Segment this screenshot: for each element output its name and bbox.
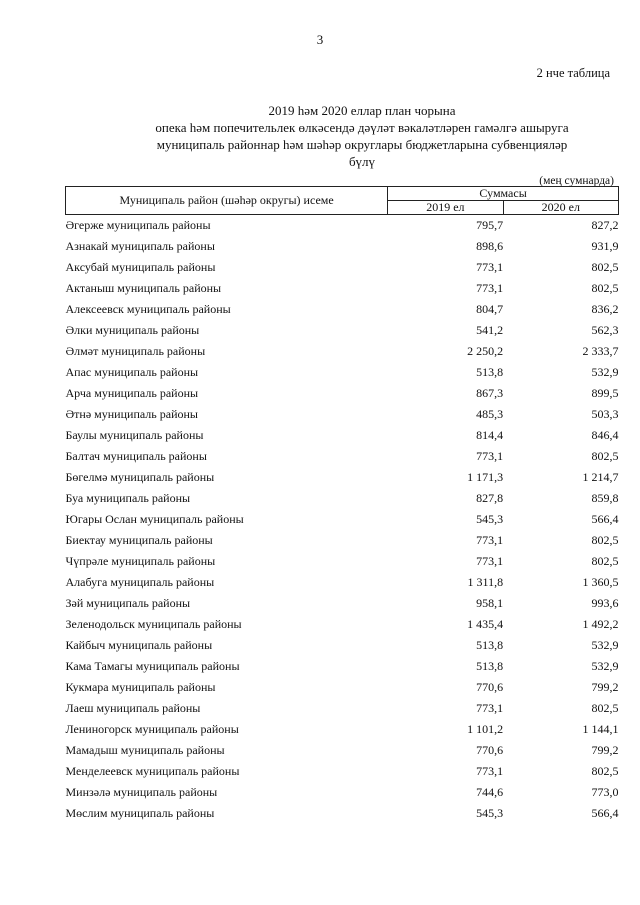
value-2019-cell: 1 435,4 xyxy=(467,617,504,631)
value-2020-cell: 931,9 xyxy=(591,239,619,253)
table-row xyxy=(66,509,619,530)
title-line-1: 2019 һәм 2020 еллар план чорына xyxy=(268,103,456,118)
value-2019-cell: 773,1 xyxy=(476,701,504,715)
header-2019: 2019 ел xyxy=(388,201,503,215)
district-name-cell: Алексеевск муниципаль районы xyxy=(65,302,231,316)
table-row xyxy=(66,656,619,677)
value-2019-cell: 773,1 xyxy=(476,449,504,463)
table-row xyxy=(66,299,619,320)
value-2020-cell: 1 360,5 xyxy=(582,575,619,589)
table-row xyxy=(66,467,619,488)
table-row xyxy=(66,278,619,299)
value-2020-cell: 859,8 xyxy=(591,491,619,505)
table-row xyxy=(66,635,619,656)
value-2019-cell: 1 311,8 xyxy=(467,575,504,589)
value-2020-cell: 802,5 xyxy=(591,281,619,295)
value-2019-cell: 773,1 xyxy=(476,281,504,295)
table-row xyxy=(66,782,619,803)
district-name-cell: Менделеевск муниципаль районы xyxy=(65,764,240,778)
table-row xyxy=(66,257,619,278)
district-name-cell: Балтач муниципаль районы xyxy=(65,449,207,463)
district-name-cell: Кайбыч муниципаль районы xyxy=(65,638,213,652)
page-number: 3 xyxy=(316,32,324,47)
table-row xyxy=(66,698,619,719)
district-name-cell: Кама Тамагы муниципаль районы xyxy=(65,659,240,673)
value-2019-cell: 2 250,2 xyxy=(467,344,504,358)
header-district: Муниципаль район (шәһәр округы) исеме xyxy=(66,187,388,215)
district-name-cell: Актаныш муниципаль районы xyxy=(65,281,222,295)
header-sum: Суммасы xyxy=(388,187,619,201)
value-2020-cell: 532,9 xyxy=(591,659,619,673)
document-title xyxy=(82,102,640,170)
value-2019-cell: 898,6 xyxy=(476,239,504,253)
value-2020-cell: 899,5 xyxy=(591,386,619,400)
table-row xyxy=(66,572,619,593)
value-2020-cell: 2 333,7 xyxy=(582,344,619,358)
value-2019-cell: 744,6 xyxy=(476,785,504,799)
table-row xyxy=(66,320,619,341)
table-row xyxy=(66,404,619,425)
table-row xyxy=(66,593,619,614)
table-row xyxy=(66,383,619,404)
title-line-4: бүлү xyxy=(348,154,376,169)
value-2020-cell: 802,5 xyxy=(591,533,619,547)
table-row xyxy=(66,425,619,446)
table-row xyxy=(66,215,619,237)
value-2020-cell: 802,5 xyxy=(591,260,619,274)
value-2020-cell: 836,2 xyxy=(591,302,619,316)
value-2019-cell: 773,1 xyxy=(476,764,504,778)
value-2019-cell: 485,3 xyxy=(476,407,504,421)
table-row xyxy=(66,719,619,740)
value-2019-cell: 814,4 xyxy=(476,428,504,442)
value-2020-cell: 532,9 xyxy=(591,638,619,652)
table-row xyxy=(66,446,619,467)
value-2020-cell: 827,2 xyxy=(591,218,619,232)
value-2019-cell: 827,8 xyxy=(476,491,504,505)
district-name-cell: Әлмәт муниципаль районы xyxy=(65,344,206,358)
district-name-cell: Әтнә муниципаль районы xyxy=(65,407,198,421)
value-2020-cell: 566,4 xyxy=(591,806,619,820)
value-2019-cell: 770,6 xyxy=(476,680,504,694)
header-2020: 2020 ел xyxy=(503,201,618,215)
value-2019-cell: 773,1 xyxy=(476,533,504,547)
value-2020-cell: 802,5 xyxy=(591,764,619,778)
value-2020-cell: 1 214,7 xyxy=(582,470,619,484)
table-row xyxy=(66,551,619,572)
district-name-cell: Арча муниципаль районы xyxy=(65,386,199,400)
value-2019-cell: 804,7 xyxy=(476,302,504,316)
value-2019-cell: 545,3 xyxy=(476,512,504,526)
value-2019-cell: 513,8 xyxy=(476,638,504,652)
district-name-cell: Лаеш муниципаль районы xyxy=(65,701,201,715)
district-name-cell: Аксубай муниципаль районы xyxy=(65,260,216,274)
district-name-cell: Зәй муниципаль районы xyxy=(65,596,191,610)
table-row xyxy=(66,803,619,824)
table-row xyxy=(66,488,619,509)
district-name-cell: Минзәлә муниципаль районы xyxy=(65,785,218,799)
value-2020-cell: 799,2 xyxy=(591,743,619,757)
district-name-cell: Чүпрәле муниципаль районы xyxy=(65,554,216,568)
district-name-cell: Мөслим муниципаль районы xyxy=(65,806,215,820)
value-2019-cell: 513,8 xyxy=(476,365,504,379)
value-2019-cell: 773,1 xyxy=(476,260,504,274)
district-name-cell: Баулы муниципаль районы xyxy=(65,428,204,442)
value-2019-cell: 513,8 xyxy=(476,659,504,673)
value-2020-cell: 993,6 xyxy=(591,596,619,610)
value-2019-cell: 795,7 xyxy=(476,218,504,232)
district-name-cell: Азнакай муниципаль районы xyxy=(65,239,215,253)
value-2020-cell: 802,5 xyxy=(591,554,619,568)
table-row xyxy=(66,530,619,551)
subvention-table xyxy=(65,186,619,824)
value-2020-cell: 562,3 xyxy=(591,323,619,337)
table-row xyxy=(66,614,619,635)
table-body xyxy=(66,215,619,825)
table-row xyxy=(66,362,619,383)
value-2020-cell: 1 144,1 xyxy=(582,722,619,736)
title-line-3: муниципаль районнар һәм шәһәр округлары бюджетларына субвенцияләр xyxy=(156,137,568,152)
table-row xyxy=(66,341,619,362)
value-2019-cell: 867,3 xyxy=(476,386,504,400)
value-2019-cell: 958,1 xyxy=(476,596,504,610)
district-name-cell: Лениногорск муниципаль районы xyxy=(65,722,239,736)
district-name-cell: Бөгелмә муниципаль районы xyxy=(65,470,215,484)
value-2020-cell: 1 492,2 xyxy=(582,617,619,631)
value-2020-cell: 532,9 xyxy=(591,365,619,379)
value-2019-cell: 545,3 xyxy=(476,806,504,820)
district-name-cell: Зеленодольск муниципаль районы xyxy=(65,617,242,631)
value-2020-cell: 503,3 xyxy=(591,407,619,421)
value-2020-cell: 799,2 xyxy=(591,680,619,694)
units-note: (мең сумнарда) xyxy=(539,175,614,187)
district-name-cell: Алабуга муниципаль районы xyxy=(65,575,215,589)
table-row xyxy=(66,761,619,782)
district-name-cell: Биектау муниципаль районы xyxy=(65,533,213,547)
value-2019-cell: 541,2 xyxy=(476,323,504,337)
table-reference: 2 нче таблица xyxy=(536,66,610,80)
district-name-cell: Апас муниципаль районы xyxy=(65,365,199,379)
value-2019-cell: 773,1 xyxy=(476,554,504,568)
table-row xyxy=(66,236,619,257)
value-2019-cell: 1 101,2 xyxy=(467,722,504,736)
title-line-2: опека һәм попечительлек өлкәсендә дәүләт вәкаләтләрен гамәлгә ашыруга xyxy=(155,120,569,135)
district-name-cell: Буа муниципаль районы xyxy=(65,491,191,505)
district-name-cell: Кукмара муниципаль районы xyxy=(65,680,216,694)
value-2019-cell: 1 171,3 xyxy=(467,470,504,484)
district-name-cell: Әлки муниципаль районы xyxy=(65,323,200,337)
table-row xyxy=(66,740,619,761)
district-name-cell: Әгерже муниципаль районы xyxy=(65,218,211,232)
value-2020-cell: 802,5 xyxy=(591,701,619,715)
district-name-cell: Югары Ослан муниципаль районы xyxy=(65,512,244,526)
value-2020-cell: 802,5 xyxy=(591,449,619,463)
table-row xyxy=(66,677,619,698)
district-name-cell: Мамадыш муниципаль районы xyxy=(65,743,225,757)
value-2020-cell: 566,4 xyxy=(591,512,619,526)
value-2020-cell: 773,0 xyxy=(591,785,619,799)
value-2019-cell: 770,6 xyxy=(476,743,504,757)
value-2020-cell: 846,4 xyxy=(591,428,619,442)
